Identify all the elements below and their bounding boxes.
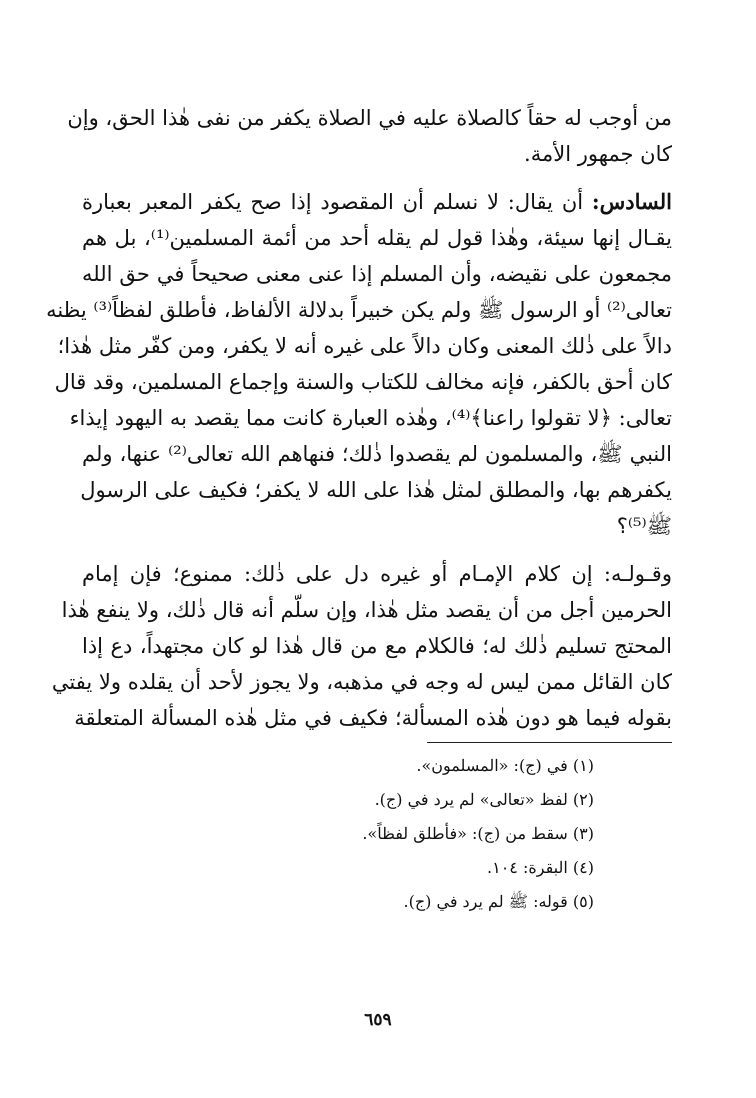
text-line: [82, 184, 672, 220]
text-line: بقوله فيما هو دون هٰذه المسألة؛ فكيف في مثل هٰذه المسألة المتعلقة: [74, 706, 672, 730]
footnote-1: (١) في (ج): «المسلمون».: [416, 756, 594, 775]
text-line: وقـولـه: إن كلام الإمـام أو غيره دل على ذٰلك: ممنوع؛ فإن إمام: [82, 562, 672, 586]
text-line: كان جمهور الأمة.: [524, 142, 672, 166]
text-line: كان القائل ممن ليس له وجه في مذهبه، ولا يجوز لأحد أن يقلده ولا يفتي: [51, 670, 672, 694]
footnote-5: (٥) قوله: ﷺ لم يرد في (ج).: [403, 892, 594, 911]
text-line: الحرمين أجل من أن يقصد مثل هٰذا، وإن سلّم أنه قال ذٰلك، ولا ينفع هٰذا: [61, 598, 672, 622]
text-line: ﷺ⁽⁵⁾؟: [616, 514, 672, 538]
text-line: يكفرهم بها، والمطلق لمثل هٰذا على الله لا يكفر؛ فكيف على الرسول: [80, 478, 672, 502]
text-line: تعالى⁽²⁾ أو الرسول ﷺ ولم يكن خبيراً بدلالة الألفاظ، فأطلق لفظاً⁽³⁾ يظنه: [46, 298, 672, 322]
footnotes: [82, 749, 672, 919]
page-text-block: [46, 100, 672, 919]
text-line: من أوجب له حقاً كالصلاة عليه في الصلاة يكفر من نفى هٰذا الحق، وإن: [67, 106, 672, 130]
footnote-2: (٢) لفظ «تعالى» لم يرد في (ج).: [374, 790, 594, 809]
footnote-4: (٤) البقرة: ١٠٤.: [487, 858, 594, 877]
text-span: أن يقال: لا نسلم أن المقصود إذا صح يكفر المعبر بعبارة: [82, 190, 592, 214]
text-line: تعالى: ﴿لا تقولوا راعنا﴾⁽⁴⁾، وهٰذه العبارة كانت مما يقصد به اليهود إيذاء: [69, 406, 672, 430]
footnote-3: (٣) سقط من (ج): «فأطلق لفظاً».: [362, 824, 594, 843]
text-line: المحتج تسليم ذٰلك له؛ فالكلام مع من قال هٰذا لو كان مجتهداً، دع إذا: [82, 634, 672, 658]
text-line: يقـال إنها سيئة، وهٰذا قول لم يقله أحد من أئمة المسلمين⁽¹⁾، بل هم: [82, 226, 672, 250]
page-number: ٦٥٩: [364, 1010, 392, 1030]
text-line: كان أحق بالكفر، فإنه مخالف للكتاب والسنة وإجماع المسلمين، وقد قال: [54, 370, 672, 394]
text-line: مجمعون على نقيضه، وأن المسلم إذا عنى معنى صحيحاً في حق الله: [82, 262, 672, 286]
section-heading-sixth: السادس:: [591, 189, 672, 214]
text-line: دالاً على ذٰلك المعنى وكان دالاً على غيره أنه لا يكفر، ومن كفّر مثل هٰذا؛: [57, 334, 672, 358]
footnote-divider: [427, 742, 672, 743]
text-line: النبي ﷺ، والمسلمون لم يقصدوا ذٰلك؛ فنهاهم الله تعالى⁽²⁾ عنها، ولم: [82, 442, 672, 466]
